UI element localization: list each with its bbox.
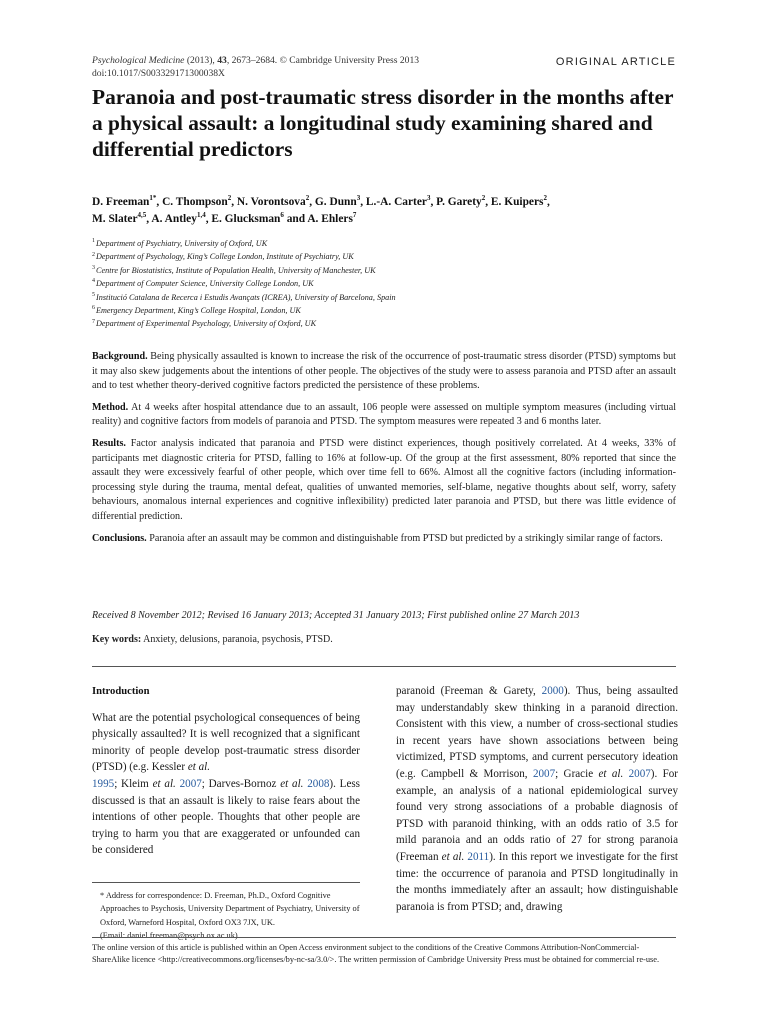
author: E. Kuipers$^2$, xyxy=(490,194,550,208)
affiliation: $^7$Department of Experimental Psychology, University of Oxford, UK xyxy=(92,318,317,329)
author: G. Dunn$^3$, xyxy=(314,194,366,208)
introduction-paragraph: paranoid (Freeman & Garety, 2000). Thus, being assaulted may understandably skew thinking in a paranoid direction. Consistent with this view, a number of cross-sectional studies in recent years have shown associations between being victimized, PTSD symptoms, and current persecutory ideation (e.g. Campbell & Morrison, 2007; Gracie et al. 2007). For example, an analysis of a national epidemiological survey found very strong associations of a probable diagnosis of PTSD with paranoid thinking, with an odds ratio of 3.5 for mild paranoia and an odds ratio of 27 for strong paranoia (Freeman et al. 2011). In this report we investigate for the first time: the occurrence of paranoia and PTSD longitudinally in the months immediately after an assault; how distinguishable paranoia is from PTSD; and, drawing xyxy=(396,685,679,913)
journal-volume: 43 xyxy=(217,55,227,66)
citation-link[interactable]: 1995 xyxy=(92,777,115,790)
keywords: Key words: Anxiety, delusions, paranoia, psychosis, PTSD. xyxy=(92,634,333,645)
doi: doi:10.1017/S003329171300038X xyxy=(92,68,225,79)
correspondence-footnote: * Address for correspondence: D. Freeman, Ph.D., Oxford Cognitive Approaches to Psychosis, University Department of Psychiatry, University of Oxford, Warneford Hospital, Oxford OX3 7JX, UK. (Email: daniel.freeman@psych.ox.ac.uk) xyxy=(92,882,360,943)
footnote-divider xyxy=(92,882,360,883)
article-title: Paranoia and post-traumatic stress disorder in the months after a physical assault: a longitudinal study examining shared and differential predictors xyxy=(92,85,674,161)
author: M. Slater$^{4,5}$, xyxy=(92,211,152,225)
footer-divider xyxy=(92,937,676,938)
abstract-background: Background. Being physically assaulted is known to increase the risk of the occurrence of post-traumatic stress disorder (PTSD) symptoms but it may also skew judgements about the intentions of other people. The objectives of the study were to assess paranoia and PTSD after an assault and to test whether theory-derived cognitive factors predicted the persistence of these problems. xyxy=(92,351,676,392)
author: A. Antley$^{1,4}$, xyxy=(151,211,212,225)
citation-link[interactable]: 2007 xyxy=(628,767,651,780)
affiliation: $^1$Department of Psychiatry, University of Oxford, UK xyxy=(92,238,268,248)
author: D. Freeman$^{1*}$, xyxy=(92,194,163,208)
affiliation: $^5$Institució Catalana de Recerca i Estudis Avançats (ICREA), University of Barcelona, Spain xyxy=(92,291,396,302)
abstract-results: Results. Factor analysis indicated that paranoia and PTSD were distinct experiences, though positively correlated. At 4 weeks, 33% of participants met diagnostic criteria for PTSD, falling to 16% at follow-up. Of the group at the first assessment, 80% reported that since the assault they were excessively fearful of other people, which over time fell to 66%. Almost all the cognitive factors (including information-processing style during the trauma, mental defeat, qualities of unwanted memories, self-blame, negative thoughts about self, worry, safety behaviours, anomalous internal experiences and cognitive inflexibility) predicted later paranoia and PTSD, but there was little evidence of differential prediction. xyxy=(92,437,676,522)
open-access-notice: The online version of this article is published within an Open Access environment subject to the conditions of the Creative Commons Attribution-NonCommercial-ShareAlike licence <http://creativecommons.org/licenses/by-nc-sa/3.0/>. The written permission of Cambridge University Press must be obtained for commercial re-use. xyxy=(92,943,660,964)
abstract-method: Method. At 4 weeks after hospital attendance due to an assault, 106 people were assessed on multiple symptom measures (including virtual reality) and cognitive factors from models of paranoia and PTSD. The symptom measures were repeated 3 and 6 months later. xyxy=(92,401,676,428)
citation-link[interactable]: 2007 xyxy=(179,777,202,790)
introduction-heading: Introduction xyxy=(92,686,150,697)
affiliation: $^3$Centre for Biostatistics, Institute of Population Health, University of Manchester, UK xyxy=(92,265,376,275)
introduction-left-column xyxy=(92,684,360,859)
section-divider xyxy=(92,666,676,667)
journal-year: (2013), xyxy=(184,55,218,66)
introduction-paragraph: What are the potential psychological consequences of being physically assaulted? It is well recognized that a significant minority of people develop post-traumatic stress disorder (PTSD) (e.g. Kessler et al. 1995; Kleim et al. 2007; Darves-Bornoz et al. 2008). Less discussed is that an assault is likely to raise fears about the intentions of other people. Thoughts that other people are trying to harm you that are exaggerated or unfounded can be considered xyxy=(92,711,360,857)
author: P. Garety$^2$, xyxy=(436,194,491,208)
citation-link[interactable]: 2007 xyxy=(532,767,556,780)
journal-pages: , 2673–2684. © Cambridge University Press 2013 xyxy=(226,55,420,66)
article-type-label: ORIGINAL ARTICLE xyxy=(555,56,676,68)
citation-link[interactable]: 2000 xyxy=(541,685,564,697)
affiliation: $^4$Department of Computer Science, University College London, UK xyxy=(92,278,314,289)
author: N. Vorontsova$^2$, xyxy=(236,194,315,208)
author: L.-A. Carter$^3$, xyxy=(365,194,437,208)
journal-citation xyxy=(92,54,419,80)
affiliation-list xyxy=(92,237,676,331)
affiliation: $^2$Department of Psychology, King’s College London, Institute of Psychiatry, UK xyxy=(92,251,354,262)
author-list xyxy=(92,194,676,228)
author: A. Ehlers$^7$ xyxy=(307,211,357,225)
received-dates: Received 8 November 2012; Revised 16 January 2013; Accepted 31 January 2013; First published online 27 March 2013 xyxy=(92,610,580,621)
correspondence-email: (Email: daniel.freeman@psych.ox.ac.uk) xyxy=(100,931,238,941)
journal-name: Psychological Medicine xyxy=(92,55,185,66)
abstract-conclusions: Conclusions. Paranoia after an assault may be common and distinguishable from PTSD but predicted by a strikingly similar range of factors. xyxy=(92,532,663,544)
affiliation: $^6$Emergency Department, King’s College Hospital, London, UK xyxy=(92,305,301,316)
author: C. Thompson$^2$, xyxy=(162,194,237,208)
citation-link[interactable]: 2011 xyxy=(467,850,490,863)
citation-link[interactable]: 2008 xyxy=(307,777,330,790)
abstract xyxy=(92,350,676,553)
introduction-right-column xyxy=(396,683,678,915)
author: E. Glucksman$^6$ and xyxy=(211,211,308,225)
